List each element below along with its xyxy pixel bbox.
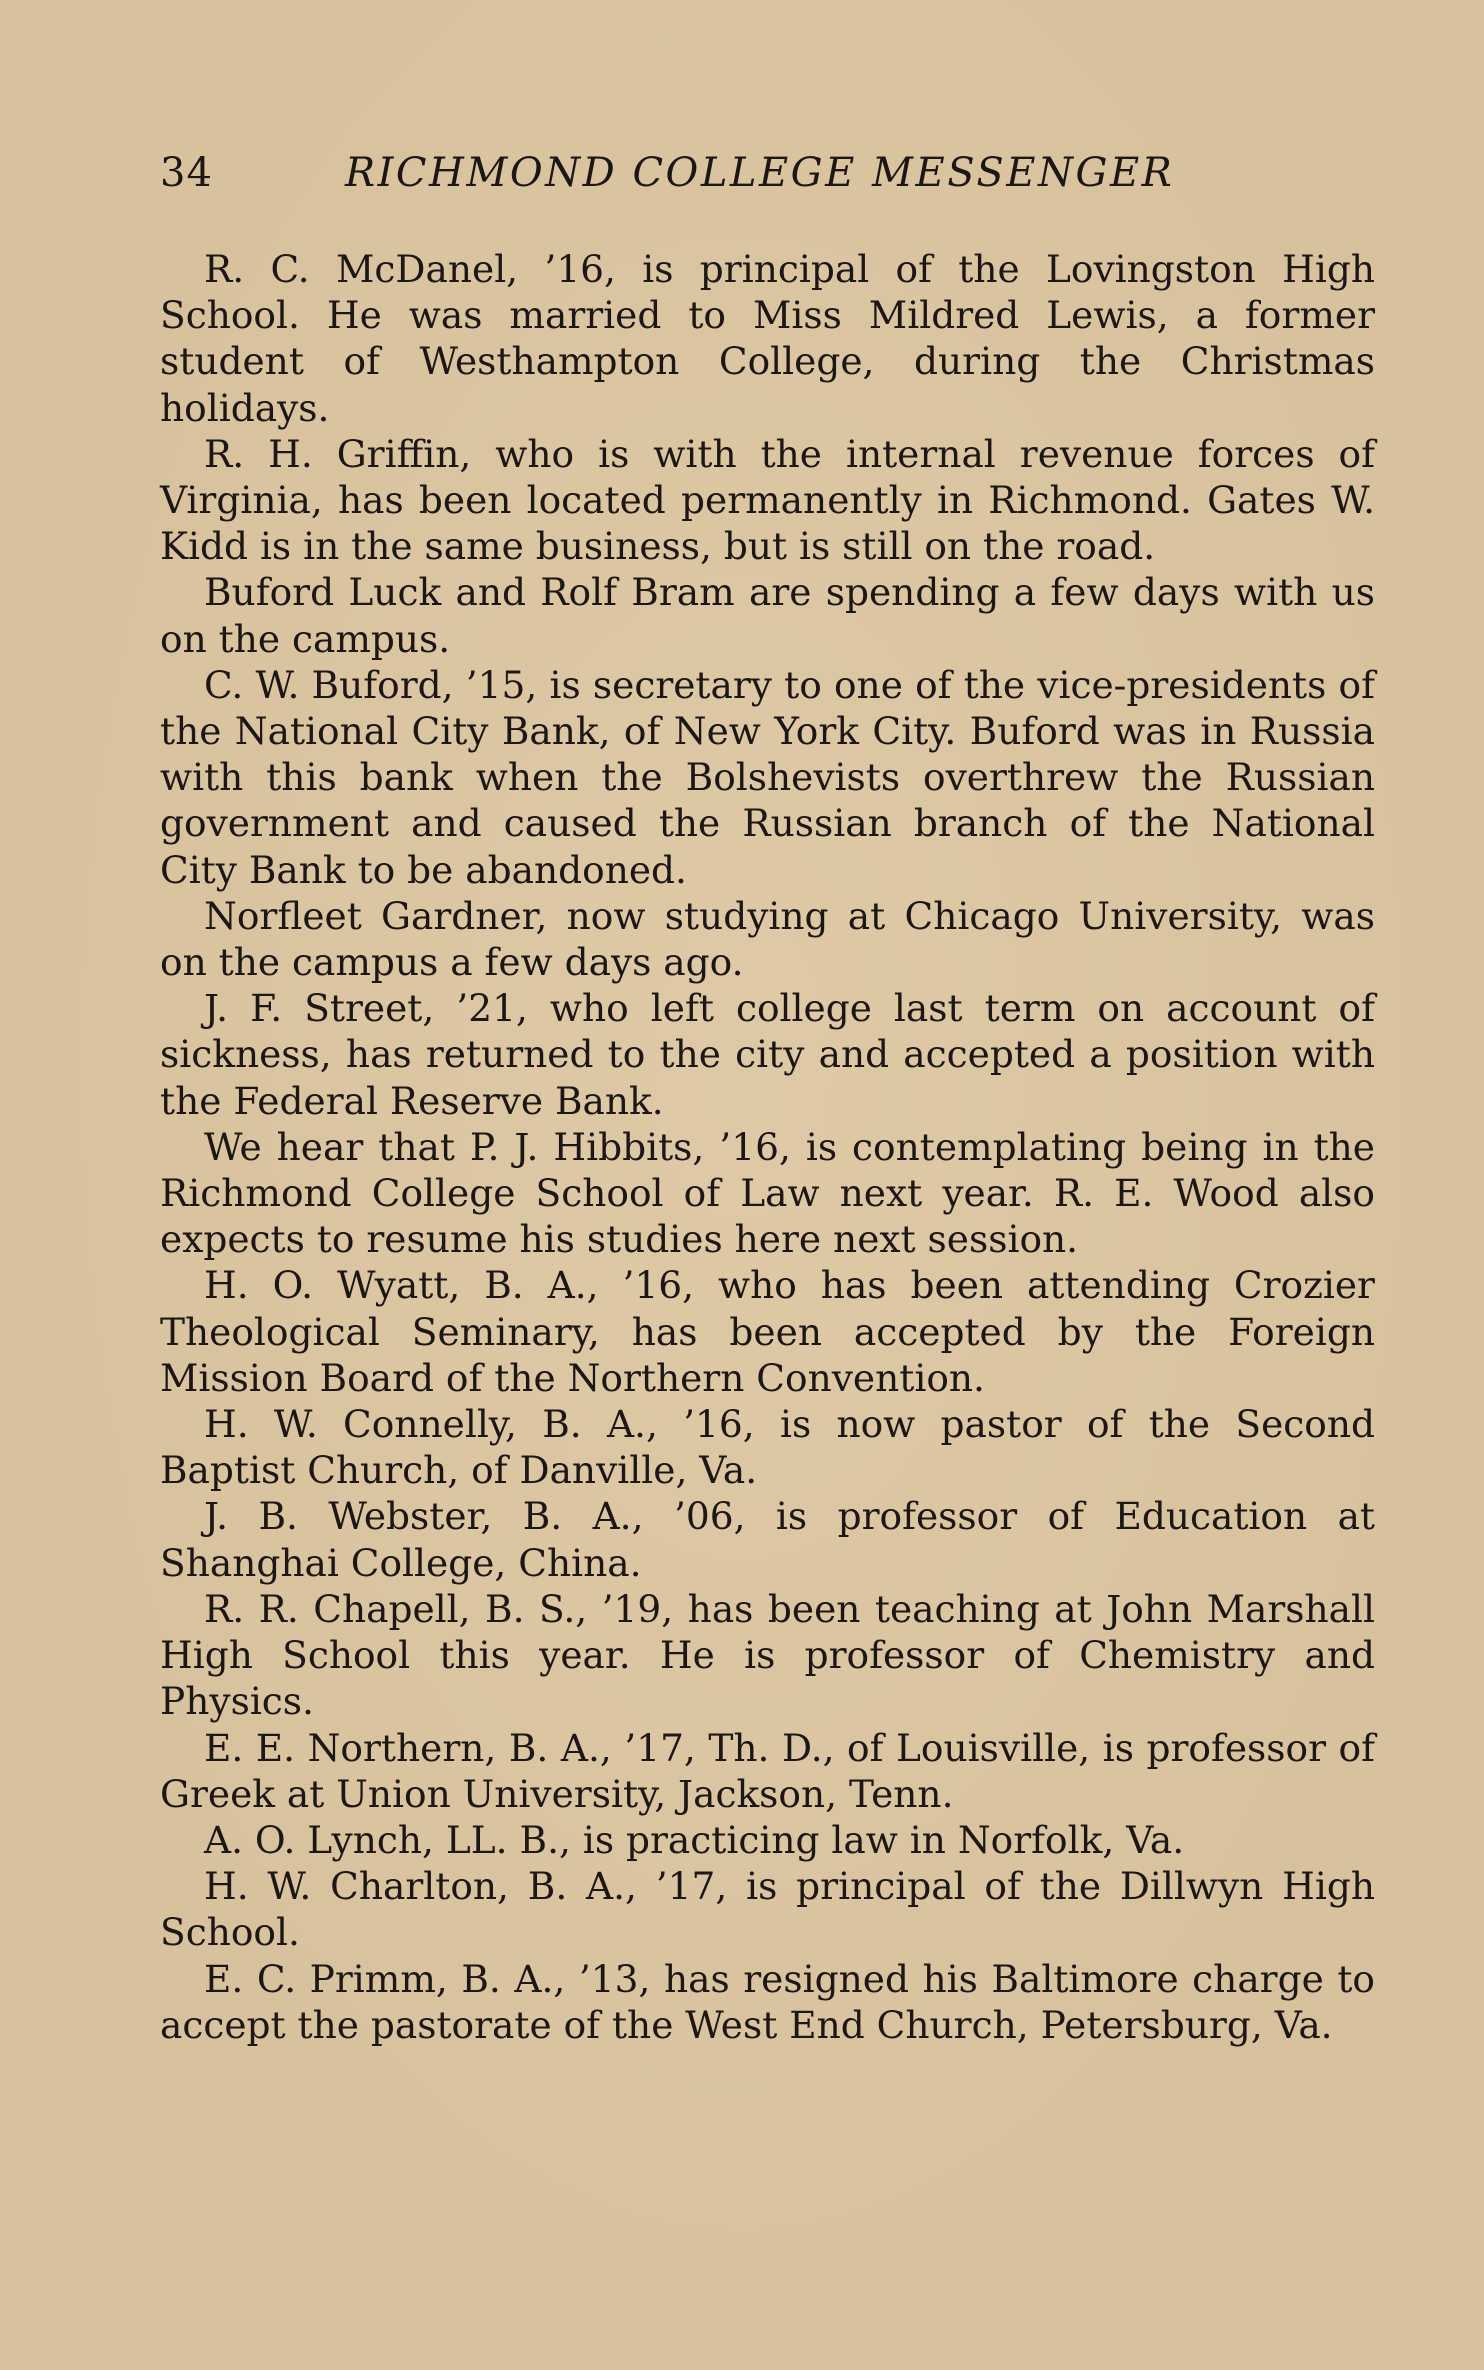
paragraph-street: J. F. Street, ’21, who left college last term on account of sickness, has returned to the city and accepted a position with the Federal Reserve Bank. [160, 986, 1375, 1123]
paragraph-webster: J. B. Webster, B. A., ’06, is professor of Education at Shanghai College, China. [160, 1494, 1375, 1585]
paragraph-hibbits: We hear that P. J. Hibbits, ’16, is contemplating being in the Richmond College School of Law next year. R. E. Wood also expects to resume his studies here next session. [160, 1124, 1375, 1262]
running-title: RICHMOND COLLEGE MESSENGER [345, 150, 1175, 196]
paragraph-northern: E. E. Northern, B. A., ’17, Th. D., of Louisville, is professor of Greek at Union University, Jackson, Tenn. [160, 1725, 1375, 1816]
paragraph-chapell: R. R. Chapell, B. S., ’19, has been teaching at John Marshall High School this year. He is professor of Chemistry and Physics. [160, 1586, 1375, 1724]
paragraph-luck-bram: Buford Luck and Rolf Bram are spending a few days with us on the campus. [160, 570, 1375, 661]
paragraph-gardner: Norfleet Gardner, now studying at Chicago University, was on the campus a few days ago. [160, 893, 1375, 985]
article-body [160, 246, 1375, 2048]
paragraph-lynch: A. O. Lynch, LL. B., is practicing law in Norfolk, Va. [204, 1817, 1185, 1862]
page-header [160, 150, 1375, 210]
paragraph-griffin: R. H. Griffin, who is with the internal revenue forces of Virginia, has been located permanently in Richmond. Gates W. Kidd is in the same business, but is still on the road. [160, 431, 1375, 569]
paragraph-primm: E. C. Primm, B. A., ’13, has resigned his Baltimore charge to accept the pastorate of the West End Church, Petersburg, Va. [160, 1956, 1375, 2047]
paragraph-mcdanel: R. C. McDanel, ’16, is principal of the Lovingston High School. He was married to Miss Mildred Lewis, a former student of Westhampton College, during the Christmas holidays. [160, 247, 1375, 430]
page-number: 34 [160, 150, 213, 196]
paragraph-wyatt: H. O. Wyatt, B. A., ’16, who has been attending Crozier Theological Seminary, has been accepted by the Foreign Mission Board of the Northern Convention. [160, 1263, 1375, 1400]
paragraph-connelly: H. W. Connelly, B. A., ’16, is now pastor of the Second Baptist Church, of Danville, Va. [160, 1402, 1375, 1493]
paragraph-charlton: H. W. Charlton, B. A., ’17, is principal of the Dillwyn High School. [160, 1864, 1375, 1955]
paragraph-buford: C. W. Buford, ’15, is secretary to one of the vice-presidents of the National City Bank, of New York City. Buford was in Russia with this bank when the Bolshevists overthrew the Russian government and caused the Russian branch of the National City Bank to be abandoned. [160, 662, 1375, 892]
